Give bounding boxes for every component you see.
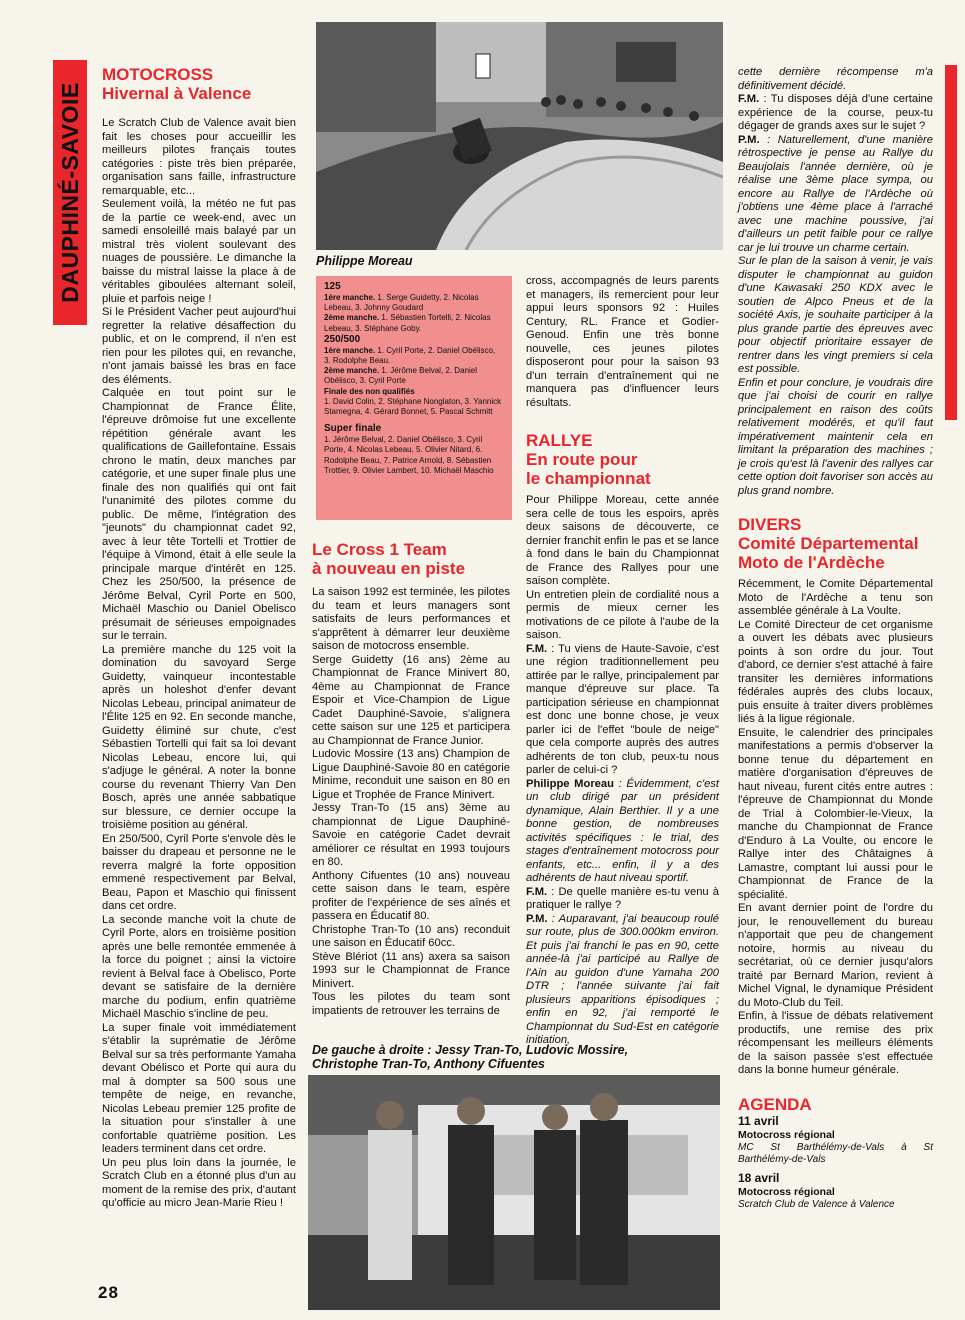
paragraph: Le Comité Directeur de cet organisme a ouvert les débats avec plusieurs points à son ordre du jour. Tout d'abord, ce dernier s'est attaché à faire transiter les dernières informations fédérales auprès des clubs locaux, puis ensuite à traiter divers problèmes liés à la ligue régionale. bbox=[738, 618, 933, 725]
article-title-line1: Le Cross 1 Team bbox=[312, 540, 447, 559]
results-super-finale: Super finale bbox=[324, 423, 382, 435]
article-title-line1: En route pour bbox=[526, 450, 638, 469]
paragraph: Si le Président Vacher peut aujourd'hui regretter la relative désaffection du public, et on le comprend, il n'en est rien pour les pilotes qui, en revanche, n'ont jamais baissé les bras en face des éléments. bbox=[102, 306, 296, 386]
photo-caption: Philippe Moreau bbox=[316, 254, 413, 268]
article-title-line2: Moto de l'Ardèche bbox=[738, 553, 885, 572]
agenda-type: Motocross régional bbox=[738, 1185, 835, 1198]
paragraph: Ensuite, le calendrier des principales manifestations a permis d'observer la bonne tenue du département en matière d'organisation d'épreuves de haut niveau, furent cités entre autres : l'épreuve de Championnat du Monde de Trial à Colombier-le-Vieux, la manche du Championnat de France d'Enduro à La Voulte, ou encore le Rallye inter des Châtaignes à Lamastre, comptant lui aussi pour le Championnat de France de la spécialité. bbox=[738, 726, 933, 901]
article-kicker: MOTOCROSS bbox=[102, 65, 214, 84]
agenda-date: 18 avril bbox=[738, 1170, 780, 1185]
results-box bbox=[316, 276, 512, 520]
paragraph: Tous les pilotes du team sont impatients de retrouver les terrains de bbox=[312, 991, 510, 1017]
paragraph: Le Scratch Club de Valence avait bien fait les choses pour accueillir les meilleurs pilotes français toutes catégories : piste très bien préparée, organisation sans faille, infrastructure remarquable, etc... bbox=[102, 117, 296, 197]
agenda-date: 11 avril bbox=[738, 1113, 779, 1128]
paragraph: Un entretien plein de cordialité nous a permis de mieux cerner les motivations de ce pilote à l'aube de la saison. bbox=[526, 588, 719, 641]
article-cross-team bbox=[312, 540, 510, 1018]
photo-team bbox=[308, 1075, 720, 1310]
results-line: 1ère manche. 1. Cyril Porte, 2. Daniel Obélisco, 3. Rodolphe Beau. bbox=[324, 345, 496, 366]
interview-question: F.M. : De quelle manière es-tu venu à pratiquer le rallye ? bbox=[526, 885, 719, 911]
agenda-description: MC St Barthélémy-de-Vals à St Barthélémy-de-Vals bbox=[738, 1141, 933, 1165]
article-title: Hivernal à Valence bbox=[102, 84, 252, 103]
paragraph: Pour Philippe Moreau, cette année sera celle de tous les espoirs, après deux saisons de découverte, ce dernier franchit enfin le pas et se lance à fond dans le bain du Championnat de France des Rallyes pour une saison complète. bbox=[526, 494, 719, 587]
photo-team-image bbox=[308, 1075, 720, 1310]
agenda-title: AGENDA bbox=[738, 1094, 812, 1114]
article-title-line2: à nouveau en piste bbox=[312, 559, 466, 578]
paragraph: Un peu plus loin dans la journée, le Scratch Club en a étonné plus d'un au moment de la remise des prix, d'autant qu'officie au micro Jean-Marie Rieu ! bbox=[102, 1156, 296, 1209]
paragraph: La seconde manche voit la chute de Cyril Porte, alors en troisième position après une belle remontée emmenée à la force du poignet ; ainsi la victoire revient à Belval face à Obelisco, Porte devant se satisfaire de la dernière marche du podium, enfin quatrième Michaël Maschio s'incline de peu. bbox=[102, 913, 296, 1020]
paragraph: Ludovic Mossire (13 ans) Champion de Ligue Dauphiné-Savoie 80 en catégorie Minime, reconduit une saison en 80 en Ligue et Trophée de France Minivert. bbox=[312, 748, 510, 801]
results-line: 2ème manche. 1. Sébastien Tortelli, 2. Nicolas Lebeau, 3. Stéphane Goby. bbox=[324, 313, 491, 333]
article-kicker: RALLYE bbox=[526, 431, 593, 450]
agenda-type: Motocross régional bbox=[738, 1128, 835, 1141]
results-line: 1ère manche. 1. Serge Guidetty, 2. Nicolas Lebeau, 3. Johnny Goudard bbox=[324, 293, 479, 313]
interview-answer: Enfin et pour conclure, je voudrais dire que j'ai choisi de courir en rallye principalement en raison des coûts relativement modérés, et qu'il faut impérativement maintenir cela en limitant la préparation des machines ; je crois qu'est là l'avenir des rallyes car cette option doit favoriser son accès au plus grand nombre. bbox=[738, 376, 933, 497]
agenda-description: Scratch Club de Valence à Valence bbox=[738, 1198, 895, 1210]
article-title-line1: Comité Départemental bbox=[738, 534, 919, 553]
interview-answer: Philippe Moreau : Évidemment, c'est un club dirigé par un président dynamique, Alain Berthier. Il y a une bonne gestion, de nombreuses activités spécifiques : le trial, des stages d'entraînement motocross pour enfants, etc... enfin, il y a des adhérents de haut niveau sportif. bbox=[526, 777, 720, 884]
photo-caption bbox=[312, 1043, 712, 1071]
results-line: 1. David Colin, 2. Stéphane Nonglaton, 3. Yannick Stamegna, 4. Gérard Bonnet, 5. Pascal Schmitt bbox=[324, 396, 502, 417]
paragraph: Anthony Cifuentes (10 ans) nouveau cette saison dans le team, espère profiter de l'expérience de ses aînés et passera en Éducatif 80. bbox=[312, 869, 510, 922]
paragraph: Calquée en tout point sur le Championnat de France Élite, l'épreuve drômoise fut une excellente répétition générale avant les qualifications de Gaillefontaine. Essais chrono le matin, deux manches par catégorie, et une super finale plus une finale des non qualifiés qui ont fait l'unanimité des pilotes comme du public. De même, l'intégration des "jeunots" du championnat cadet 92, avec à leur tête Tortelli et Trottier de l'équipe à Vimond, était à elle seule la principale marque d'intérêt en 125. Chez les 250/500, la présence de Jérôme Belval, Cyril Porte en 500, Michaël Maschio ou Daniel Obelisco présumait de sérieuses empoignades sur le terrain. bbox=[102, 387, 296, 642]
paragraph: Seulement voilà, la météo ne fut pas de la partie ce week-end, avec un samedi ensoleillé mais balayé par un mistral très violent soulevant des nuages de poussière. Le dimanche la baisse du mistral laisse la place à de véritables giboulées alternant soleil, pluie et parfois neige ! bbox=[102, 198, 296, 305]
article-title-line2: le championnat bbox=[526, 469, 651, 488]
paragraph: Serge Guidetty (16 ans) 2ème au Championnat de France Minivert 80, 4ème au Championnat de France Espoir et Vice-Champion de Ligue Cadet Dauphiné-Savoie, s'alignera cette saison sur une 125 et participera au Championnat de France Junior. bbox=[312, 653, 510, 747]
interview-answer: Sur le plan de la saison à venir, je vais disputer le championnat au guidon d'une Kawasaki 250 KDX avec le soutien de Alpco Pneus et de la société Axis, je souhaite participer à la plus grande partie des épreuves avec pour objectif prioritaire essayer de rentrer dans les vingt premiers si cela est possible. bbox=[738, 255, 933, 375]
results-line: Finale des non qualifiés bbox=[324, 386, 415, 396]
agenda bbox=[738, 1096, 933, 1212]
paragraph: Christophe Tran-To (10 ans) reconduit une saison en Éducatif 60cc. bbox=[312, 923, 510, 949]
region-label-text: DAUPHINÉ-SAVOIE bbox=[56, 82, 83, 303]
paragraph: En avant dernier point de l'ordre du jour, le renouvellement du bureau n'apportait que peu de changement notoire, hormis au niveau du secrétariat, où ce dernier jusqu'alors traité par Bernard Marion, revient à Michel Vignal, le dynamique Président du Moto-Club du Teil. bbox=[738, 902, 933, 1009]
interview-question: F.M. : Tu disposes déjà d'une certaine expérience de la course, peux-tu dégager de grands axes sur le sujet ? bbox=[738, 93, 933, 132]
results-category-250: 250/500 bbox=[324, 333, 361, 345]
region-label bbox=[48, 60, 92, 325]
page-number: 28 bbox=[98, 1283, 119, 1302]
right-accent-band bbox=[945, 65, 957, 420]
paragraph: Enfin, à l'issue de débats relativement productifs, une remise des prix récompensant les meilleurs éléments de la saison passée s'est effectuée dans la bonne humeur générale. bbox=[738, 1010, 933, 1076]
article-rallye-continued bbox=[738, 66, 933, 1211]
interview-answer: P.M. : Auparavant, j'ai beaucoup roulé sur route, plus de 300.000km environ. Et puis j'ai franchi le pas en 90, cette année-là j'ai participé au Rallye de l'Ain au guidon d'une Yamaha 200 DTR ; l'année suivante j'ai fait plusieurs apparitions épisodiques ; enfin en 92, j'ai remporté le Championnat du Sud-Est en catégorie initiation, bbox=[526, 912, 719, 1046]
paragraph: Stève Blériot (11 ans) axera sa saison 1993 sur le Championnat de France Minivert. bbox=[312, 950, 510, 990]
photo-caption-line2: Christophe Tran-To, Anthony Cifuentes bbox=[312, 1057, 545, 1071]
paragraph: La saison 1992 est terminée, les pilotes du team et leurs managers sont satisfaits de leurs performances et s'apprêtent à démarrer leur deuxième saison de motocross ensemble. bbox=[312, 586, 510, 652]
results-line: 1. Jérôme Belval, 2. Daniel Obélisco, 3. Cyril Porte, 4. Nicolas Lebeau, 5. Olivier Nitard, 6. Rodolphe Beau, 7. Patrice Arnold, 8. Sébastien Trottier, 9. Olivier Lambert, 10. Michaël Maschio bbox=[324, 435, 494, 475]
interview-answer: cette dernière récompense m'a définitivement décidé. bbox=[738, 66, 933, 92]
paragraph: La première manche du 125 voit la domination du savoyard Serge Guidetty, vainqueur incontestable après un holeshot d'enfer devant Nicolas Lebeau, principal animateur de l'Élite 125 en 92. En seconde manche, Guidetty éliminé sur chute, c'est Sébastien Tortelli qui fait sa loi devant Nicolas Lebeau, encore lui, qui s'adjuge le général. A noter la bonne course du revenant Thierry Van Den Bosch, après une année sabbatique sur blessure, ce dernier occupe la troisième position au général. bbox=[102, 643, 296, 831]
photo-caption-line1: De gauche à droite : Jessy Tran-To, Ludovic Mossire, bbox=[312, 1043, 629, 1057]
paragraph: Jessy Tran-To (15 ans) 3ème au championnat de Ligue Dauphiné-Savoie en catégorie Cadet devrait améliorer ce résultat en 1993 toujours en 80. bbox=[312, 802, 510, 868]
paragraph: En 250/500, Cyril Porte s'envole dès le baisser du drapeau et personne ne le reverra malgré la forte opposition emmené respectivement par Belval, Beau, Papon et Maschio qui finissent dans cet ordre. bbox=[102, 832, 296, 912]
interview-answer: P.M. : Naturellement, d'une manière rétrospective je pense au Rallye du Beaujolais l'année dernière, où je réalise une 3ème place sympa, ou encore au Rallye de l'Ardèche où j'obtiens une 4ème place à l'arraché avec une machine poussive, j'ai d'ailleurs un petit faible pour ce rallye car je lui trouve un charme certain. bbox=[738, 133, 933, 254]
results-line: 2ème manche. 1. Jérôme Belval, 2. Daniel Obélisco, 3. Cyril Porte bbox=[324, 366, 477, 386]
photo-rally-car-image bbox=[316, 22, 723, 250]
results-category-125: 125 bbox=[324, 281, 341, 292]
paragraph: La super finale voit immédiatement s'établir la suprématie de Jérôme Belval sur sa très performante Yamaha devant Obélisco et Porte qui aura du mal à dompter sa 500 sous une tempête de neige, en revanche, Nicolas Lebeau premier 125 profite de la situation pour s'installer à une confortable quatrième position. Les leaders terminent dans cet ordre. bbox=[102, 1021, 296, 1155]
article-rallye bbox=[526, 275, 719, 1048]
photo-rally-car bbox=[316, 22, 723, 250]
article-kicker: DIVERS bbox=[738, 515, 802, 534]
paragraph: cross, accompagnés de leurs parents et managers, ils remercient pour leur appui leurs sponsors 92 : Huiles Century, RL. France et Godier-Genoud. Enfin une très bonne nouvelle, ces jeunes pilotes disposeront pour pour la saison 93 d'un terrain d'entraînement qui ne manquera pas d'influencer leurs résultats. bbox=[526, 275, 719, 409]
interview-question: F.M. : Tu viens de Haute-Savoie, c'est une région traditionnellement peu attirée par le rallye, principalement par manque d'épreuve sur place. Ta participation sérieuse en championnat est donc une bonne chose, je veux parler ici de l'effet "boule de neige" que cela comporte auprès des autres adhérents de ton club, peux-tu nous parler de celui-ci ? bbox=[526, 642, 719, 776]
paragraph: Récemment, le Comite Départemental Moto de l'Ardèche a tenu son assemblée générale à La Voulte. bbox=[738, 578, 933, 617]
article-motocross bbox=[102, 66, 296, 1211]
